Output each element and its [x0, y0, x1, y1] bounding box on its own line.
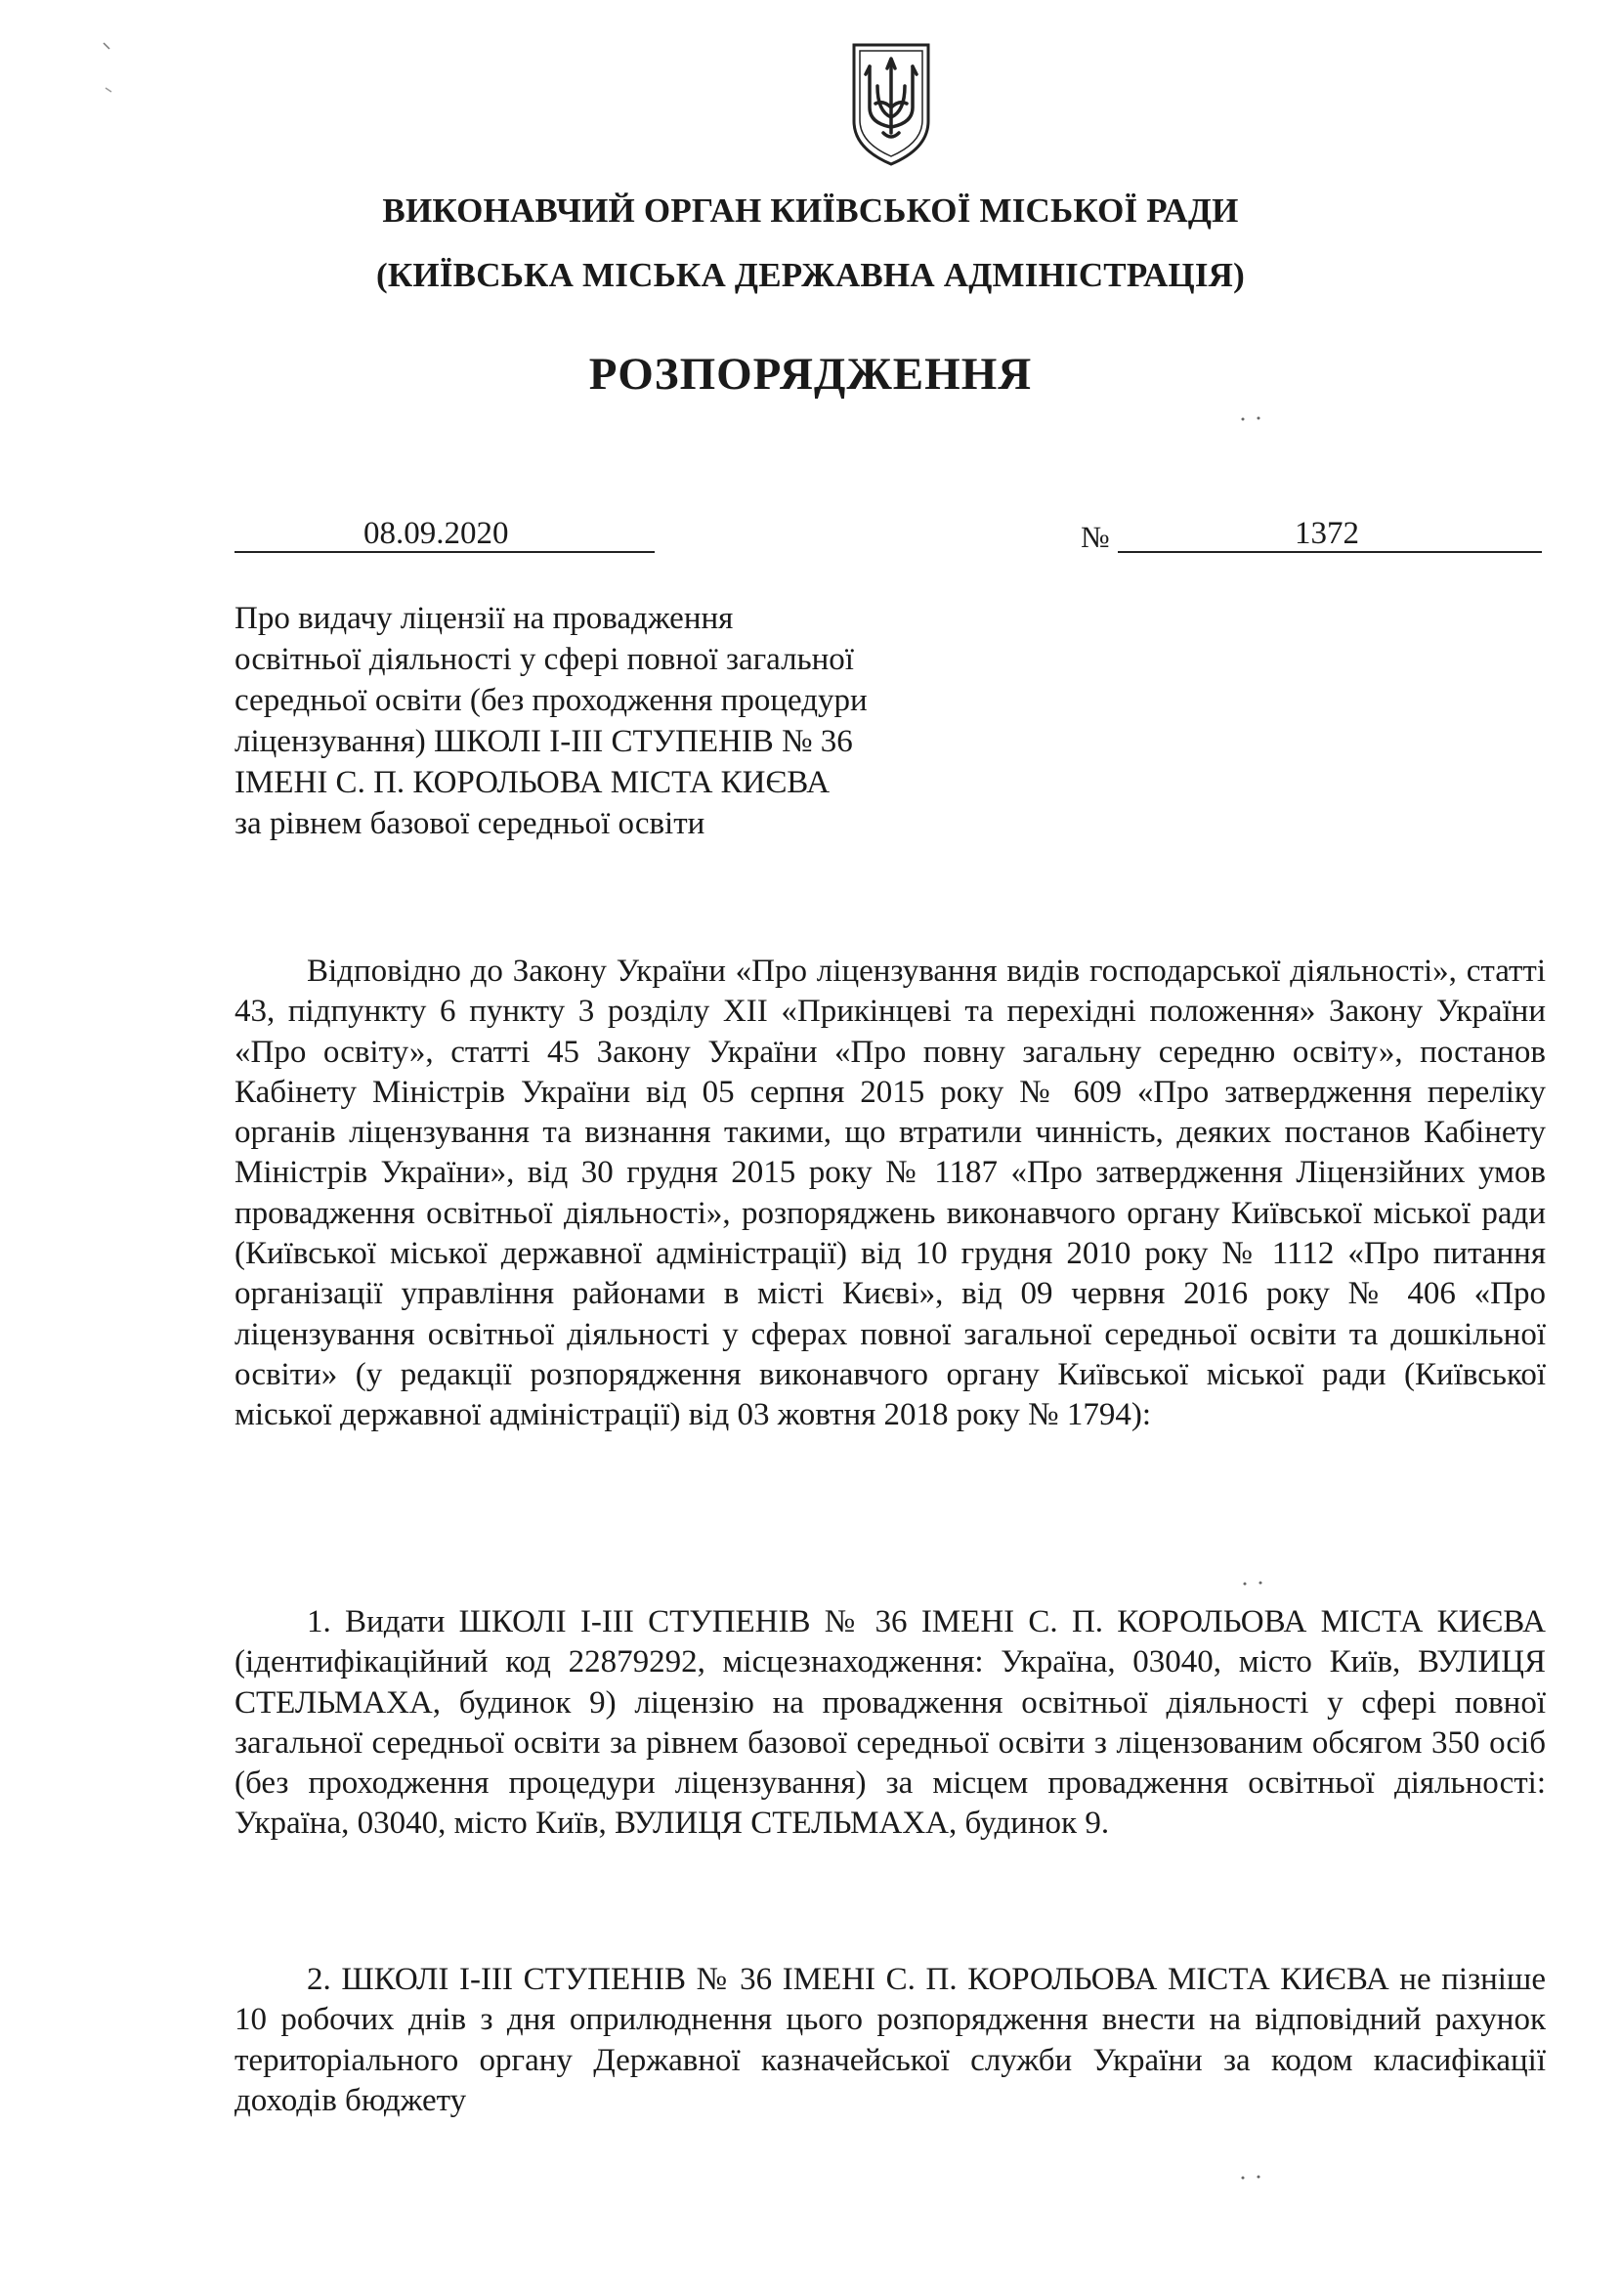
- subject-line: освітньої діяльності у сфері повної загальної: [235, 642, 854, 677]
- document-subject: [235, 598, 1036, 844]
- subject-line: за рівнем базової середньої освіти: [235, 806, 705, 841]
- scan-speck: [1239, 414, 1268, 424]
- trident-coat-of-arms-icon: [846, 39, 936, 168]
- subject-line: ІМЕНІ С. П. КОРОЛЬОВА МІСТА КИЄВА: [235, 765, 831, 800]
- document-date: 08.09.2020: [363, 516, 509, 551]
- subject-line: Про видачу ліцензії на провадження: [235, 601, 734, 636]
- document-number: 1372: [1295, 516, 1359, 551]
- clause-1-paragraph: 1. Видати ШКОЛІ І-ІІІ СТУПЕНІВ № 36 ІМЕНІ С. П. КОРОЛЬОВА МІСТА КИЄВА (ідентифікаційний код 22879292, місцезнаходження: Україна, 03040, місто Київ, ВУЛИЦЯ СТЕЛЬМАХА, будинок 9) ліцензію на провадження освітньої діяльності у сфері повної загальної середньої освіти за рівнем базової середньої освіти з ліцензованим обсягом 350 осіб (без проходження процедури ліцензування) за місцем провадження освітньої діяльності: Україна, 03040, місто Київ, ВУЛИЦЯ СТЕЛЬМАХА, будинок 9.: [235, 1604, 1546, 1842]
- subject-line: середньої освіти (без проходження процедури: [235, 683, 868, 718]
- issuer-subtitle: (КИЇВСЬКА МІСЬКА ДЕРЖАВНА АДМІНІСТРАЦІЯ): [376, 256, 1245, 294]
- scan-speck: [100, 39, 119, 98]
- subject-line: ліцензування) ШКОЛІ І-ІІІ СТУПЕНІВ № 36: [235, 724, 853, 759]
- document-type-title: РОЗПОРЯДЖЕННЯ: [588, 349, 1033, 400]
- number-sign: №: [1081, 520, 1110, 554]
- scan-speck: [1239, 2173, 1268, 2183]
- issuer-name: ВИКОНАВЧИЙ ОРГАН КИЇВСЬКОЇ МІСЬКОЇ РАДИ: [382, 191, 1239, 230]
- scan-speck: [1241, 1579, 1270, 1589]
- clause-1-section: [235, 1602, 1546, 1845]
- preamble-paragraph: Відповідно до Закону України «Про ліцензування видів господарської діяльності», статті 43, підпункту 6 пункту 3 розділу XII «Прикінцеві та перехідні положення» Закону України «Про освіту», статті 45 Закону України «Про повну загальну середню освіту», постанов Кабінету Міністрів України від 05 серпня 2015 року № 609 «Про затвердження переліку органів ліцензування та визнання такими, що втратили чинність, деяких постанов Кабінету Міністрів України», від 30 грудня 2015 року № 1187 «Про затвердження Ліцензійних умов провадження освітньої діяльності», розпоряджень виконавчого органу Київської міської ради (Київської міської державної адміністрації) від 10 грудня 2010 року № 1112 «Про питання організації управління районами в місті Києві», від 09 червня 2016 року № 406 «Про ліцензування освітньої діяльності у сферах повної загальної середньої освіти та дошкільної освіти» (у редакції розпорядження виконавчого органу Київської міської ради (Київської міської державної адміністрації) від 03 жовтня 2018 року № 1794):: [235, 954, 1546, 1433]
- preamble-section: [235, 952, 1546, 1436]
- clause-2-paragraph: 2. ШКОЛІ І-ІІІ СТУПЕНІВ № 36 ІМЕНІ С. П. КОРОЛЬОВА МІСТА КИЄВА не пізніше 10 робочих днів з дня оприлюднення цього розпорядження внести на відповідний рахунок територіального органу Державної казначейської служби України за кодом класифікації доходів бюджету: [235, 1962, 1546, 2118]
- clause-2-section: [235, 1960, 1546, 2121]
